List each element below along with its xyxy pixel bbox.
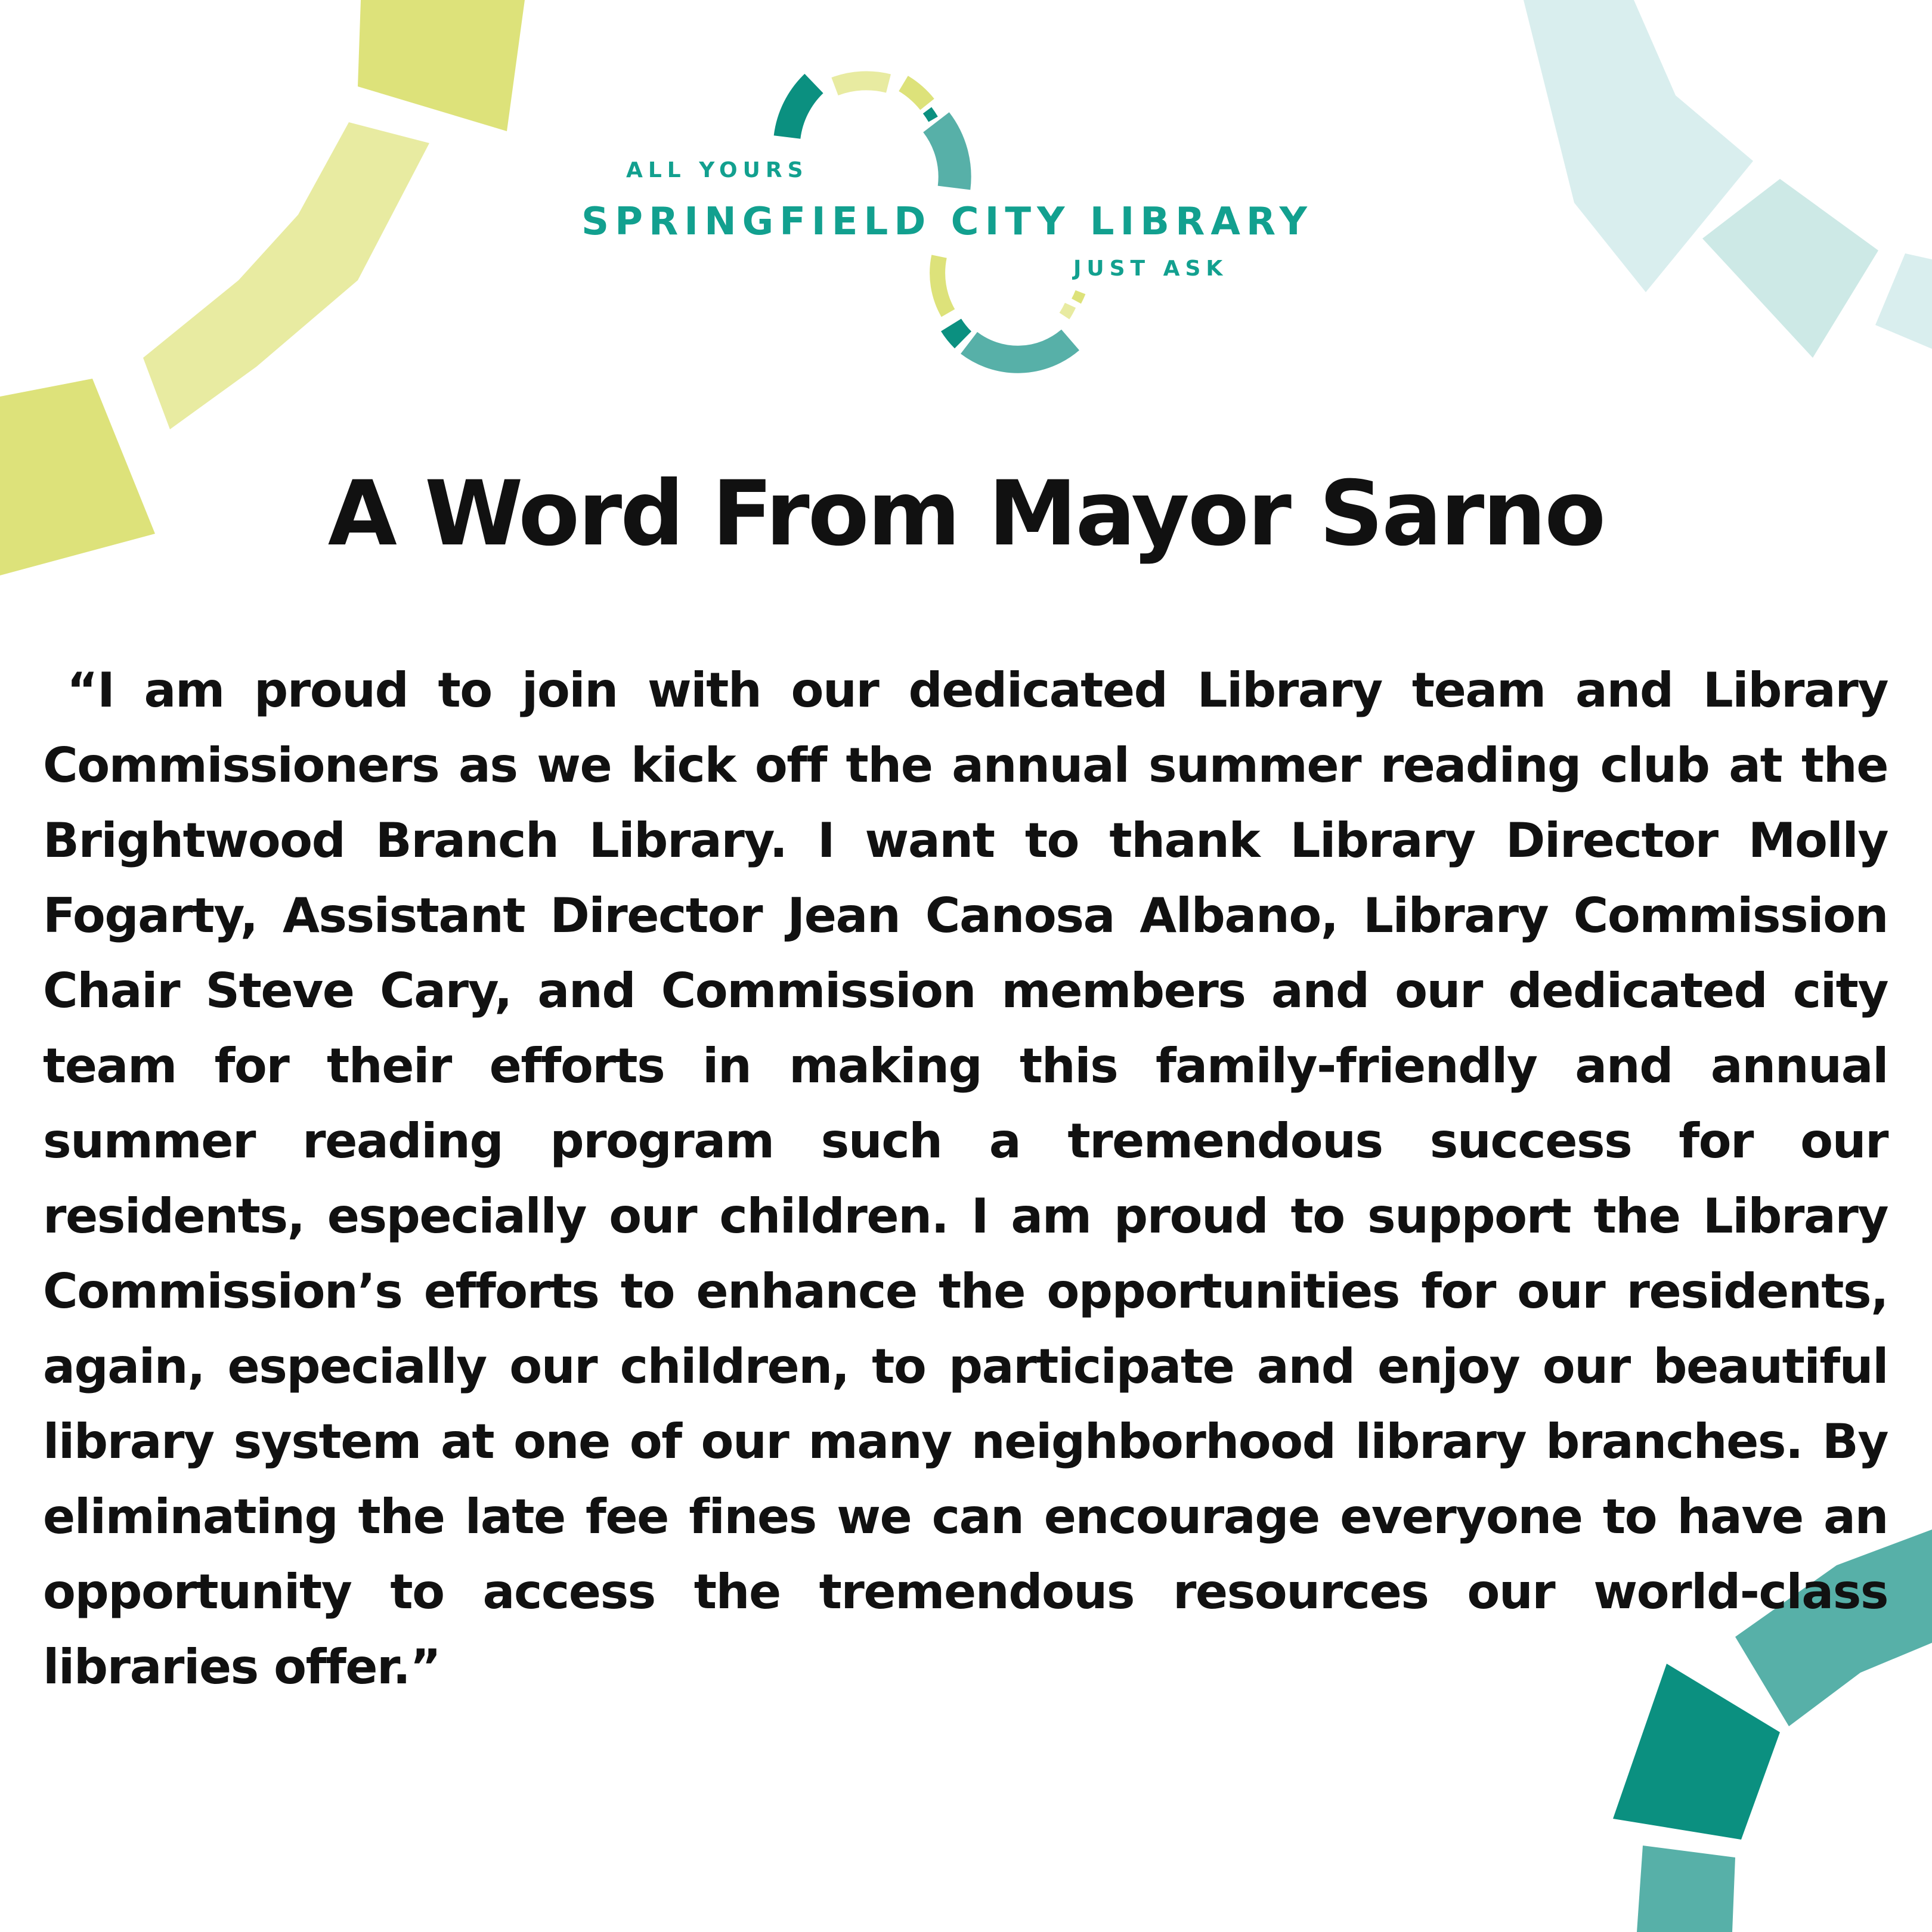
- arc-segment-top-right-3: [1875, 253, 1932, 349]
- page-title: A Word From Mayor Sarno: [327, 462, 1605, 566]
- logo-tagline-bottom: JUST ASK: [1073, 256, 1228, 281]
- arc-segment-bottom-right-3: [1637, 1846, 1735, 1932]
- logo-tagline-top: ALL YOURS: [626, 158, 809, 182]
- logo-arc-segment: [903, 83, 927, 104]
- logo-arc-segment: [787, 83, 814, 137]
- logo-arc-segment: [835, 80, 888, 86]
- arc-segment-top-left-1: [358, 0, 525, 131]
- arc-segment-top-right-2: [1702, 179, 1878, 358]
- logo-arc-segment: [936, 122, 955, 188]
- logo-arc-segment: [1064, 305, 1070, 316]
- logo-arc-segment: [937, 256, 948, 313]
- logo-arc-segment: [1076, 292, 1080, 301]
- arc-segment-top-left-2: [143, 122, 429, 429]
- logo-arc-segment: [951, 325, 963, 340]
- mayor-quote: “I am proud to join with our dedicated Library team and Library Commissioners as we kick off the annual summer reading club at the Brightwood Branch Library. I want to thank Library Director Molly Fogarty, Assistant Director Jean Canosa Albano, Library Commission Chair Steve Cary, and Commission members and our dedicated city team for their efforts in making this family-friendly and annual summer reading program such a tremendous success for our residents, especially our children. I am proud to support the Library Commission’s efforts to enhance the opportunities for our residents, again, especially our children, to participate and enjoy our beautiful library system at one of our many neighborhood library branches. By eliminating the late fee fines we can encourage everyone to have an opportunity to access the tremendous resources our world-class libraries offer.”: [43, 662, 1888, 1695]
- logo-arc-segment: [927, 110, 933, 119]
- logo-library-name: SPRINGFIELD CITY LIBRARY: [581, 200, 1313, 244]
- logo-arc-segment: [969, 340, 1070, 360]
